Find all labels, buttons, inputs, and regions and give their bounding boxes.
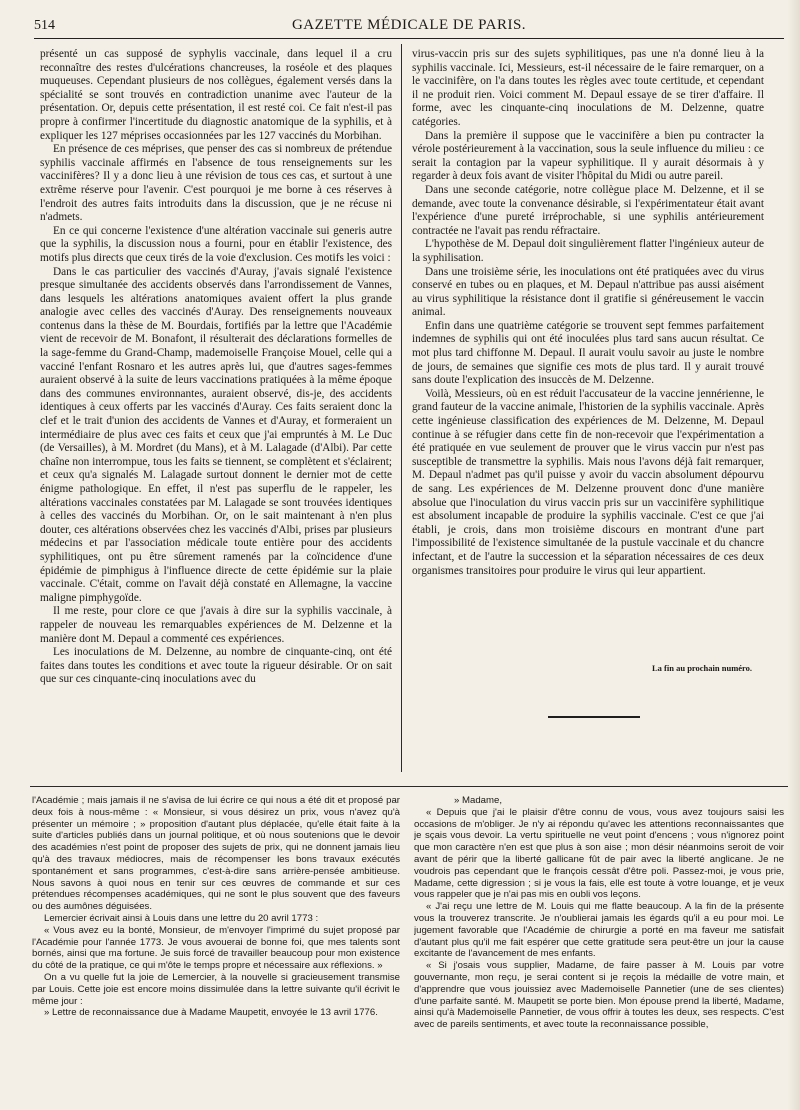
paragraph: Enfin dans une quatrième catégorie se trouvent sept femmes parfaitement indemnes de syphilis qui ont été inoculées plus tard sans aucun résultat. Ce mot plus tard chiffonne M. Depaul. Il aurait voulu savoir au juste le nombre de jours, de semaines que signifie ces mots de plus tard. Il y aurait trouvé sans doute l'explication des insuccès de M. Delzenne. bbox=[412, 319, 764, 387]
paragraph: présenté un cas supposé de syphylis vaccinale, dans lequel il a cru reconnaître des restes d'ulcérations chancreuses, la roséole et des plaques muqueuses. Cependant plusieurs de nos collègues, également versés dans la spécialité se sont trouvés en contradiction unanime avec l'auteur de la présentation. Or, depuis cette présentation, il est resté coi. Ce fait n'est-il pas propre à confirmer l'incertitude du diagnostic anatomique de la syphilis, et à expliquer les 127 méprises occasionnées par les 127 vaccinés du Morbihan. bbox=[40, 48, 392, 142]
paragraph: Lemercier écrivait ainsi à Louis dans une lettre du 20 avril 1773 : bbox=[44, 912, 319, 924]
paragraph: » Lettre de reconnaissance due à Madame Maupetit, envoyée le 13 avril 1776. bbox=[44, 1007, 378, 1019]
scan-edge-shadow bbox=[788, 0, 800, 1110]
page-header bbox=[34, 14, 784, 39]
paragraph: Il me reste, pour clore ce que j'avais à dire sur la syphilis vaccinale, à rappeler de nouveau les remarquables expériences de M. Delzenne et la manière dont M. Depaul a commenté ces expériences. bbox=[40, 605, 392, 645]
page-number: 514 bbox=[34, 18, 55, 33]
paragraph: « J'ai reçu une lettre de M. Louis qui me flatte beaucoup. A la fin de la présente vous la trouverez transcrite. Je n'oublierai jamais les égards qu'il a eu pour moi. Le jugement favorable que l'Académie de chirurgie a porté en ma faveur me satisfait d'autant plus qu'il me fait espérer que cette gratitude sera peut-être un jour la cause excitante de l'avancement de mes enfants. bbox=[414, 901, 784, 960]
continued-note: La fin au prochain numéro. bbox=[652, 663, 753, 673]
journal-title: GAZETTE MÉDICALE DE PARIS. bbox=[291, 17, 527, 33]
paragraph: En présence de ces méprises, que penser des cas si nombreux de prétendue syphilis vaccinale affirmés en l'absence de tous renseignements sur les vaccinifères? Il y a donc lieu à une révision de tous ces cas, et surtout à une extrême réserve pour l'avenir. C'est pourquoi je me borne à ces réserves à l'endroit des autres faits introduits dans la discussion, que je ne récuse ni n'admets. bbox=[40, 143, 392, 224]
paragraph: virus-vaccin pris sur des sujets syphilitiques, pas une n'a donné lieu à la syphilis vaccinale. Ici, Messieurs, est-il nécessaire de le faire remarquer, on a le vaccinifère, on l'a dans toutes les règles avec toute certitude, et cependant il ne produit rien. Voici comment M. Depaul essaye de se tirer d'affaire. Il forme, avec les cinquante-cinq inoculations de M. Delzenne, quatre catégories. bbox=[412, 48, 764, 128]
paragraph: On a vu quelle fut la joie de Lemercier, à la nouvelle si gracieusement transmise par Louis. Cette joie est encore moins dissimulée dans la lettre suivante qu'il écrivit le même jour : bbox=[32, 971, 400, 1007]
paragraph: « Vous avez eu la bonté, Monsieur, de m'envoyer l'imprimé du sujet proposé par l'Académie pour l'année 1773. Je vous avouerai de bonne foi, que mes talents sont bornés, ainsi que ma fortune. Je suis forcé de travailler beaucoup pour mon existence du côté de la pratique, ce qui m'ôte le temps propre et nécessaire aux réflexions. » bbox=[32, 924, 400, 972]
feuilleton-column-right bbox=[414, 795, 784, 1093]
paragraph: Dans une seconde catégorie, notre collègue place M. Delzenne, et il se demande, avec toute la convenance désirable, si l'expérimentateur était avant l'expérience d'une pureté irréprochable, si une syphilis antérieurement contractée ne l'avait pas rendu réfractaire. bbox=[412, 183, 764, 237]
paragraph: Dans le cas particulier des vaccinés d'Auray, j'avais signalé l'existence presque simultanée des accidents observés dans l'arrondissement de Vannes, dans lesquels les altérations anatomiques avaient offert la plus grande analogie avec celles des vaccinés d'Auray. Des renseignements nouveaux contenus dans la thèse de M. Bourdais, fortifiés par la lettre que l'Académie vient de recevoir de M. Bonafont, il résulterait des déclarations formelles de la sage-femme du Grand-Champ, mademoiselle Françoise Mouel, celle qui a vacciné l'enfant Rosnaro et les autres après lui, que d'autres sages-femmes auraient observé à la suite de leurs vaccinations pratiquées à la même époque dans des communes environnantes, auraient observé, dis-je, des accidents identiques à ceux offerts par les vaccinés d'Auray. Ces faits seraient donc la clef et le trait d'union des accidents de Vannes et d'Auray, et formeraient un intermédiaire de plus avec ces faits et ceux que j'ai empruntés à M. Le Duc (de Versailles), à M. Mordret (du Mans), et à M. Lalagade (d'Albi). Par cette chaîne non interrompue, tous les faits se tiennent, se complètent et s'éclairent; et ceux qu'a signalés M. Lalagade surtout donnent le dernier mot de cette énigme pathologique. En effet, il n'est pas superflu de le rappeler, les altérations vaccinales constatées par M. Lalagade se sont trouvées identiques à celles des vaccinés du Morbihan. Or, on le sait maintenant à n'en plus douter, ces altérations observées chez les vaccinés d'Albi, prises par plusieurs médecins et par l'association médicale toute entière pour des accidents syphilitiques, ont pu être sûrement ramenés par la coïncidence d'une épidémie de pimphigus à l'influence directe de cette épidémie sur la plaie vaccinale. C'était, comme on l'avait déjà constaté en Allemagne, la vaccine maligne pimphygoïde. bbox=[40, 265, 392, 604]
article-column-right bbox=[412, 48, 764, 660]
paragraph: Voilà, Messieurs, où en est réduit l'accusateur de la vaccine jennérienne, le grand fauteur de la vaccine animale, l'historien de la syphilis vaccinale. Après cette ingénieuse classification des expériences de M. Delzenne, M. Depaul continue à se réfugier dans cette fin de non-recevoir que l'expérimentation a été pratiquée en vue seulement de prouver que le virus vaccin pur n'est pas susceptible de transmettre la syphilis. Mais nous l'avons déjà fait remarquer, M. Depaul n'admet pas qu'il puisse y avoir du vaccin absolument dépourvu de sang. Les expériences de M. Delzenne prouvent donc d'une manière absolue que l'inoculation du virus vaccin pris sur un vaccinifère syphilitique est absolument incapable de produire la syphilis vaccinale. C'est ce que j'ai établi, je crois, dans mon troisième discours en montrant d'une part l'impossibilité de l'existence simultanée de la pustule vaccinale et du chancre infectant, et de l'autre la succession et la séparation nécessaires de ces deux organismes transitoires pour produire le virus qui leur appartient. bbox=[412, 387, 764, 577]
salutation: » Madame, bbox=[454, 795, 502, 806]
paragraph: En ce qui concerne l'existence d'une altération vaccinale sui generis autre que la syphilis, la discussion nous a fourni, pour en établir l'existence, des motifs plus directs que ceux tirés de la voie d'exclusion. Ces motifs les voici : bbox=[40, 224, 392, 264]
paragraph: « Depuis que j'ai le plaisir d'être connu de vous, vous avez toujours saisi les occasions de m'obliger. Je n'y ai répondu qu'avec les attentions reconnaissantes que je sçais vous devoir. La vertu spirituelle ne veut point d'encens ; vous n'ignorez point que mon caractère n'en est que plus à son aise ; mon désir néanmoins seroit de voir avant de périr que la liberté gallicane fût de pair avec la liberté anglicane. Je ne voudrois pas cependant que le françois cessât d'être poli. Passez-moi, je vous prie, Madame, cette digression ; si je vous la fais, elle est toute à votre louange, et je veux vous rappeler que je n'ai pas mis en oubli vos leçons. bbox=[414, 806, 784, 901]
section-end-rule bbox=[548, 716, 640, 718]
paragraph: Les inoculations de M. Delzenne, au nombre de cinquante-cinq, ont été faites dans toutes les conditions et avec toute la rigueur désirable. Or on sait que sur ces cinquante-cinq inoculations avec du bbox=[40, 646, 392, 686]
feuilleton-column-left bbox=[32, 795, 400, 1093]
paragraph: « Si j'osais vous supplier, Madame, de faire passer à M. Louis par votre gouvernante, mon reçu, je serai content si je reçois la médaille de votre main, et d'apprendre que vous jouissiez avec Mademoiselle Pannetier (une de ses clientes) d'une parfaite santé. M. Maupetit se porte bien. Mon épouse prend la liberté, Madame, ainsi qu'à Mademoiselle Pannetier, de vous offrir à toutes les deux, ses respects. C'est avec de pareils sentiments, et avec toute la reconnaissance possible, bbox=[414, 960, 784, 1031]
paragraph: l'Académie ; mais jamais il ne s'avisa de lui écrire ce qui nous a été dit et proposé par deux fois à nous-même : « Monsieur, si vous désirez un prix, vous n'avez qu'à présenter un mémoire ; » proposition d'autant plus déplacée, qu'elle était faite à la suite d'articles publiés dans un journal politique, et où nous soutenions que le devoir des académies n'est point de proposer des sujets de prix, qui ne donnent jamais lieu qu'à des travaux médiocres, mais de récompenser les bons travaux exécutés spontanément et sans programmes, c'est-à-dire sans arrière-pensée ambitieuse. Nous savons à quoi nous en tenir sur ces œuvres de commande et sur ces prétendues récompenses académiques, qui ne sont le plus souvent que des faveurs ou des aumônes déguisées. bbox=[32, 795, 400, 913]
article-column-left bbox=[40, 48, 392, 766]
column-divider bbox=[401, 44, 402, 772]
paragraph: L'hypothèse de M. Depaul doit singulièrement flatter l'ingénieux auteur de la syphilisation. bbox=[412, 238, 764, 264]
paragraph: Dans une troisième série, les inoculations ont été pratiquées avec du virus conservé en tubes ou en plaques, et M. Depaul n'attribue pas aussi aisément au virus syphilitique la résistance dont il gratifie si généreusement le vaccin animal. bbox=[412, 265, 764, 319]
paragraph: Dans la première il suppose que le vaccinifère a bien pu contracter la vérole postérieurement à la vaccination, sous la seule influence du milieu : ce serait la contagion par la vapeur syphilitique. Il y aurait désormais à y regarder à deux fois avant de visiter l'hôpital du Midi ou autre pareil. bbox=[412, 129, 764, 183]
feuilleton-divider bbox=[30, 786, 790, 787]
